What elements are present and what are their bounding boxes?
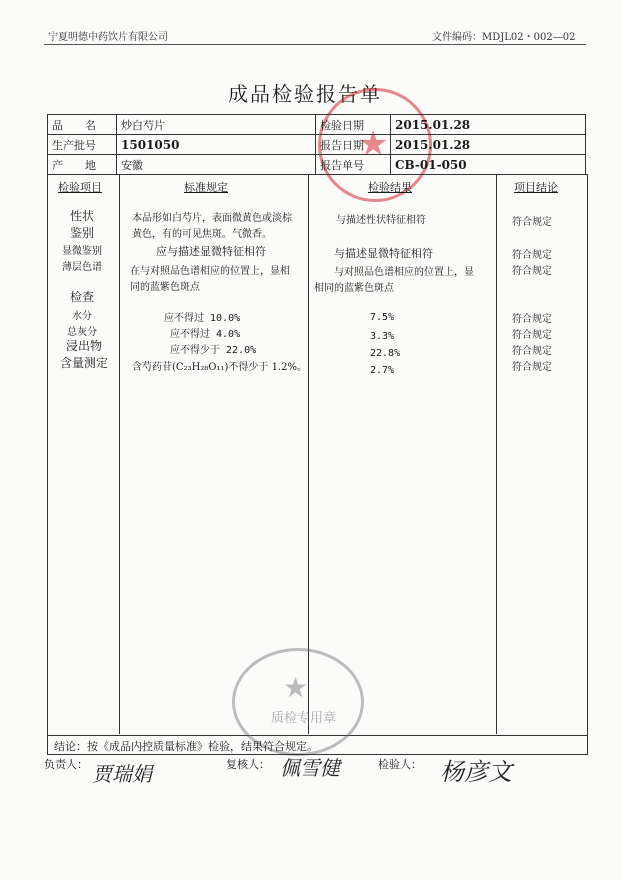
ash-conclusion: 符合规定 — [512, 330, 552, 341]
qc-seal-text: 质检专用章 — [271, 711, 337, 726]
extract-conclusion: 符合规定 — [512, 346, 552, 357]
file-code: 文件编码：MDJL02・002—02 — [432, 32, 576, 43]
seal-star-icon: ★ — [358, 124, 389, 164]
micro-conclusion: 符合规定 — [512, 250, 552, 261]
extract-label: 浸出物 — [66, 339, 103, 353]
traits-standard-line: 本品形如白芍片，表面微黄色或淡棕 — [132, 213, 292, 224]
tlc-standard-line: 在与对照品色谱相应的位置上，显相 — [130, 266, 290, 277]
col-header-standard: 标准规定 — [184, 181, 228, 194]
micro-result: 与描述显微特征相符 — [334, 247, 433, 260]
responsible-label: 负责人： — [44, 758, 88, 771]
product-label: 品 名 — [48, 115, 117, 135]
reviewer-signature: 佩雪健 — [280, 756, 340, 780]
meta-table — [47, 114, 586, 175]
col-header-result: 检验结果 — [368, 181, 412, 194]
assay-standard: 含芍药苷(C₂₃H₂₈O₁₁)不得少于 1.2%。 — [132, 362, 308, 373]
tlc-result-line: 相同的蓝紫色斑点 — [314, 283, 394, 294]
inspect-date-label: 检验日期 — [316, 115, 391, 135]
water-label: 水分 — [72, 311, 92, 322]
batch-label: 生产批号 — [48, 135, 117, 155]
micro-standard: 应与描述显微特征相符 — [156, 245, 266, 258]
traits-result: 与描述性状特征相符 — [336, 215, 426, 226]
product-value: 炒白芍片 — [117, 115, 316, 135]
ident-label: 鉴别 — [70, 226, 95, 240]
company-name: 宁夏明德中药饮片有限公司 — [48, 32, 168, 43]
seal-star-icon: ★ — [283, 671, 309, 704]
assay-label: 含量测定 — [60, 356, 109, 370]
ash-label: 总灰分 — [67, 327, 97, 338]
assay-result: 2.7% — [370, 365, 395, 376]
col-divider — [119, 174, 120, 734]
col-header-item: 检验项目 — [58, 181, 102, 194]
traits-label: 性状 — [70, 209, 95, 223]
water-result: 7.5% — [370, 312, 395, 323]
traits-conclusion: 符合规定 — [512, 217, 552, 228]
batch-value: 1501050 — [117, 135, 316, 155]
origin-value: 安徽 — [117, 155, 316, 175]
report-date-value: 2015.01.28 — [391, 135, 586, 155]
origin-label: 产 地 — [48, 155, 117, 175]
col-divider — [496, 174, 497, 734]
extract-result: 22.8% — [370, 348, 401, 359]
inspect-date-value: 2015.01.28 — [391, 115, 586, 135]
ash-result: 3.3% — [370, 331, 395, 342]
assay-conclusion: 符合规定 — [512, 362, 552, 373]
tlc-label: 薄层色谱 — [62, 262, 102, 273]
conclusion-text: 结论：按《成品内控质量标准》检验，结果符合规定。 — [54, 740, 318, 753]
tlc-standard-line: 同的蓝紫色斑点 — [130, 282, 200, 293]
traits-standard-line: 黄色，有的可见焦斑。气微香。 — [132, 229, 272, 240]
tlc-conclusion: 符合规定 — [512, 266, 552, 277]
inspector-label: 检验人： — [378, 758, 422, 771]
ash-standard: 应不得过 4.0% — [170, 329, 241, 340]
report-no-value: CB-01-050 — [391, 155, 586, 175]
check-label: 检查 — [70, 290, 95, 304]
extract-standard: 应不得少于 22.0% — [170, 345, 257, 356]
inspector-signature: 杨彦文 — [440, 758, 512, 786]
reviewer-label: 复核人： — [226, 758, 270, 771]
report-no-label: 报告单号 — [316, 155, 391, 175]
header-rule — [44, 44, 586, 45]
micro-label: 显微鉴别 — [62, 246, 102, 257]
report-date-label: 报告日期 — [316, 135, 391, 155]
tlc-result-line: 与对照品色谱相应的位置上，显 — [334, 267, 474, 278]
water-conclusion: 符合规定 — [512, 314, 552, 325]
responsible-signature: 贾瑞娟 — [92, 762, 152, 786]
page-title: 成品检验报告单 — [228, 82, 382, 106]
col-header-conclusion: 项目结论 — [514, 181, 558, 194]
water-standard: 应不得过 10.0% — [164, 313, 241, 324]
